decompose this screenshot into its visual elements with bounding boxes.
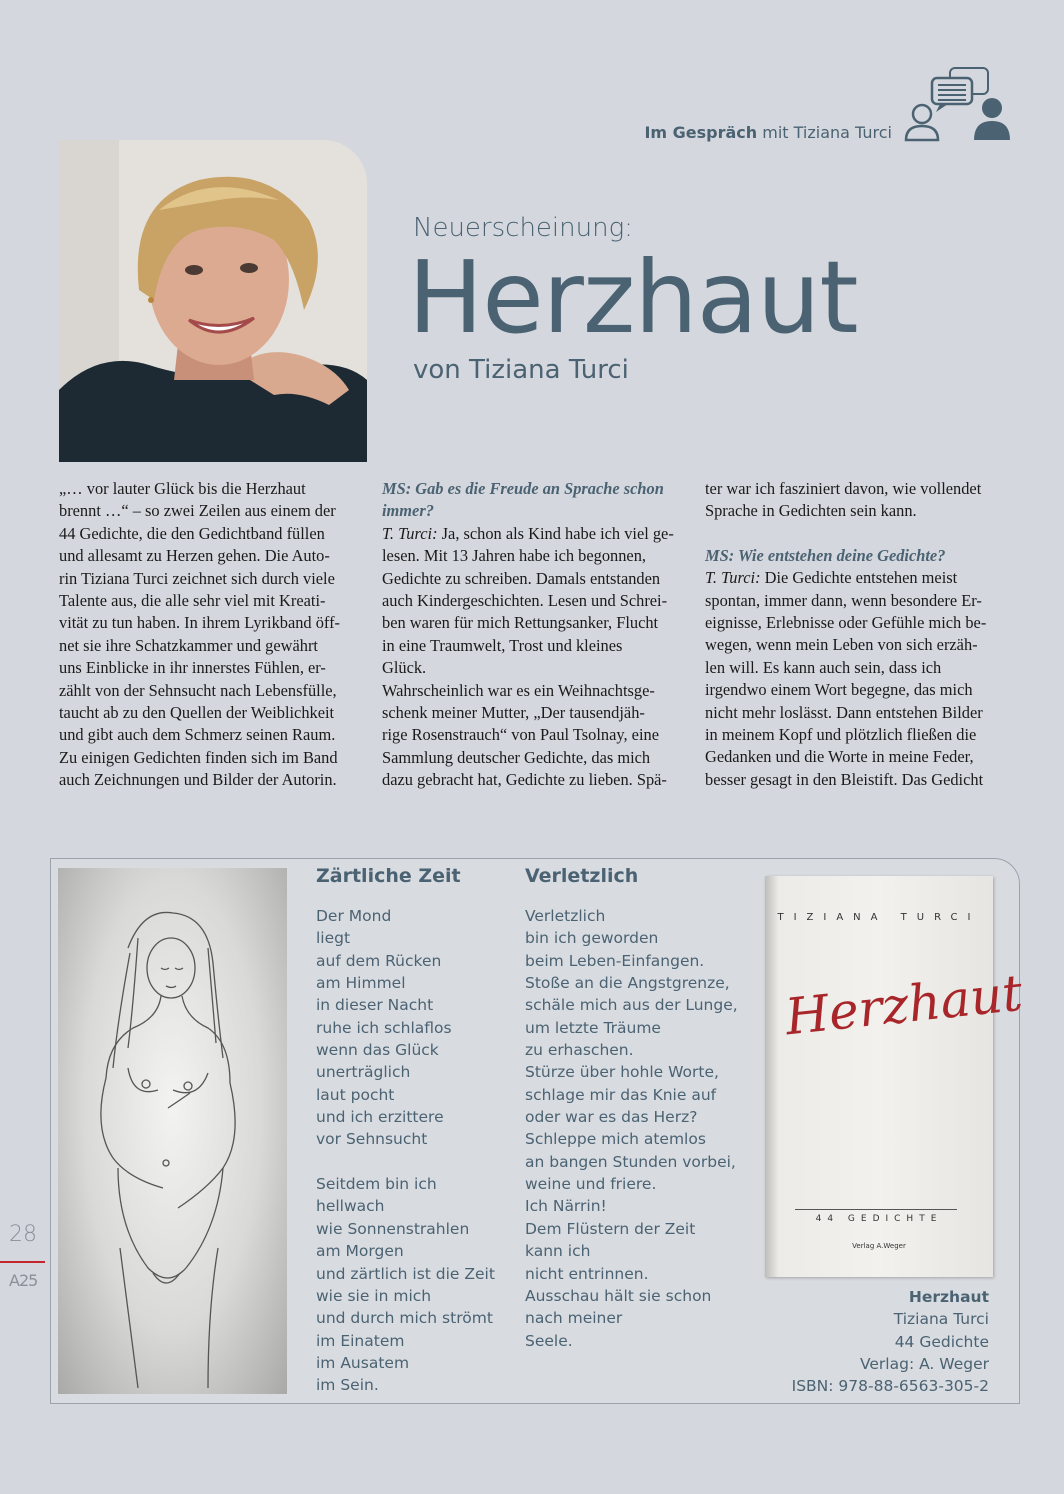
book-info-title: Herzhaut bbox=[908, 1288, 989, 1306]
text-line: wegen, wenn mein Leben von sich erzäh- bbox=[705, 635, 978, 655]
cover-title: Herzhaut bbox=[782, 963, 1026, 1047]
text-line: in meinem Kopf und plötzlich fließen die bbox=[705, 725, 977, 745]
book-info-author: Tiziana Turci bbox=[893, 1310, 989, 1329]
text-line: schenk meiner Mutter, „Der tausendjäh- bbox=[382, 703, 645, 723]
poem-title: Verletzlich bbox=[525, 865, 639, 887]
text-line: in eine Traumwelt, Trost und kleines bbox=[382, 635, 623, 655]
text-line: Zu einigen Gedichten finden sich im Band bbox=[59, 747, 338, 767]
article-column-2 bbox=[382, 478, 684, 792]
text-line: Glück. bbox=[382, 658, 427, 678]
text-line: taucht ab zu den Quellen der Weiblichkeit bbox=[59, 703, 335, 723]
issue-label: A25 bbox=[9, 1271, 38, 1290]
cover-subtitle: 44 GEDICHTE bbox=[815, 1214, 943, 1224]
cover-author: TIZIANA TURCI bbox=[777, 912, 981, 923]
text-line: 44 Gedichte, die den Gedichtband füllen bbox=[59, 523, 325, 543]
text-line: brennt …“ – so zwei Zeilen aus einem der bbox=[59, 501, 336, 521]
text-line: Wahrscheinlich war es ein Weihnachtsge- bbox=[382, 680, 655, 700]
text-line: eignisse, Erlebnisse oder Gefühle mich be- bbox=[705, 613, 987, 633]
text-line: zählt von der Sehnsucht nach Lebensfülle, bbox=[59, 680, 337, 700]
poem-text: Der Mond liegt auf dem Rücken am Himmel in dieser Nacht ruhe ich schlaflos wenn das Glück unerträglich laut pocht und ich erzittere vor Sehnsucht Seitdem bin ich hellwach wie Sonnenstrahlen am Morgen und zärtlich ist die Zeit wie sie in mich und durch mich strömt im Einatem im Ausatem im Sein. bbox=[316, 907, 495, 1395]
answer-text: Ja, schon als Kind habe ich viel ge- bbox=[437, 523, 674, 543]
interview-question: immer? bbox=[382, 501, 434, 521]
text-line: Sammlung deutscher Gedichte, das mich bbox=[382, 747, 651, 767]
text-line: ter war ich fasziniert davon, wie vollendet bbox=[705, 479, 982, 498]
book-info-isbn: ISBN: 978-88-6563-305-2 bbox=[791, 1377, 989, 1396]
text-line: rin Tiziana Turci zeichnet sich durch viele bbox=[59, 568, 335, 588]
page-number-rule bbox=[0, 1261, 45, 1263]
book-info-count: 44 Gedichte bbox=[894, 1332, 989, 1351]
page-title: Herzhaut bbox=[408, 239, 858, 356]
answer-first-line bbox=[382, 523, 684, 545]
text-line: auch Kindergeschichten. Lesen und Schrei- bbox=[382, 591, 668, 611]
text-line: ben waren für mich Rettungsanker, Flucht bbox=[382, 613, 659, 633]
speaker-label: T. Turci: bbox=[382, 523, 438, 543]
interview-question: MS: Gab es die Freude an Sprache schon bbox=[382, 479, 664, 498]
answer-text: Die Gedichte entstehen meist bbox=[760, 568, 958, 588]
text-line: „… vor lauter Glück bis die Herzhaut bbox=[59, 479, 306, 498]
text-line: nicht mehr loslässt. Dann entstehen Bilder bbox=[705, 702, 983, 722]
page-number: 28 bbox=[9, 1222, 37, 1247]
text-line: Gedichte zu schreiben. Damals entstanden bbox=[382, 568, 661, 588]
text-line: und gibt auch dem Schmerz seinen Raum. bbox=[59, 725, 336, 745]
text-line: uns Einblicke in ihr innerstes Fühlen, er- bbox=[59, 658, 326, 678]
cover-rule bbox=[795, 1209, 957, 1210]
text-line: besser gesagt in den Bleistift. Das Gedicht bbox=[705, 769, 984, 789]
text-line: auch Zeichnungen und Bilder der Autorin. bbox=[59, 770, 337, 790]
article-column-1 bbox=[59, 478, 361, 792]
text-line: irgendwo einem Wort begegne, das mich bbox=[705, 680, 973, 700]
text-line: lesen. Mit 13 Jahren habe ich begonnen, bbox=[382, 546, 646, 566]
book-info bbox=[792, 1286, 989, 1398]
byline: von Tiziana Turci bbox=[413, 355, 629, 385]
text-line: dazu gebracht hat, Gedichte zu lieben. Spä- bbox=[382, 770, 667, 790]
text-line: Sprache in Gedichten sein kann. bbox=[705, 501, 917, 521]
poem-text: Verletzlich bin ich geworden beim Leben-Einfangen. Stoße an die Angstgrenze, schäle mich aus der Lunge, um letzte Träume zu erhaschen. Stürze über hohle Worte, schlage mir das Knie auf oder war es das Herz? Schleppe mich atemlos an bangen Stunden vorbei, weine und friere. Ich Närrin! Dem Flüstern der Zeit kann ich nicht entrinnen. Ausschau hält sie schon nach meiner Seele. bbox=[525, 907, 738, 1350]
paragraph-gap bbox=[705, 523, 1007, 545]
text-line: len will. Es kann auch sein, dass ich bbox=[705, 657, 942, 677]
book-cover-image bbox=[765, 876, 1026, 1277]
conversation-icon bbox=[900, 66, 1015, 146]
poem-title: Zärtliche Zeit bbox=[316, 865, 461, 887]
text-line: vität zu tun haben. In ihrem Lyrikband öff- bbox=[59, 613, 340, 633]
kicker-text: Neuerscheinung: bbox=[413, 213, 633, 243]
section-label-rest: mit Tiziana Turci bbox=[762, 123, 892, 142]
author-portrait-photo bbox=[59, 140, 367, 462]
speaker-label: T. Turci: bbox=[705, 568, 761, 588]
article-column-3 bbox=[705, 478, 1007, 791]
text-line: net sie ihre Schatzkammer und gewährt bbox=[59, 635, 318, 655]
text-line: Talente aus, die alle sehr viel mit Kreati- bbox=[59, 591, 326, 611]
text-line: Gedanken und die Worte in meine Feder, bbox=[705, 747, 974, 767]
answer-first-line bbox=[705, 567, 1007, 589]
text-line: spontan, immer dann, wenn besondere Er- bbox=[705, 590, 982, 610]
text-line: rige Rosenstrauch“ von Paul Tsolnay, eine bbox=[382, 725, 659, 745]
pencil-sketch-image bbox=[58, 868, 287, 1394]
section-label-bold: Im Gespräch bbox=[644, 123, 758, 142]
book-info-publisher: Verlag: A. Weger bbox=[860, 1355, 989, 1374]
interview-question: MS: Wie entstehen deine Gedichte? bbox=[705, 545, 946, 565]
section-label bbox=[644, 123, 892, 142]
text-line: und allesamt zu Herzen gehen. Die Auto- bbox=[59, 546, 330, 566]
cover-publisher: Verlag A.Weger bbox=[852, 1242, 906, 1250]
